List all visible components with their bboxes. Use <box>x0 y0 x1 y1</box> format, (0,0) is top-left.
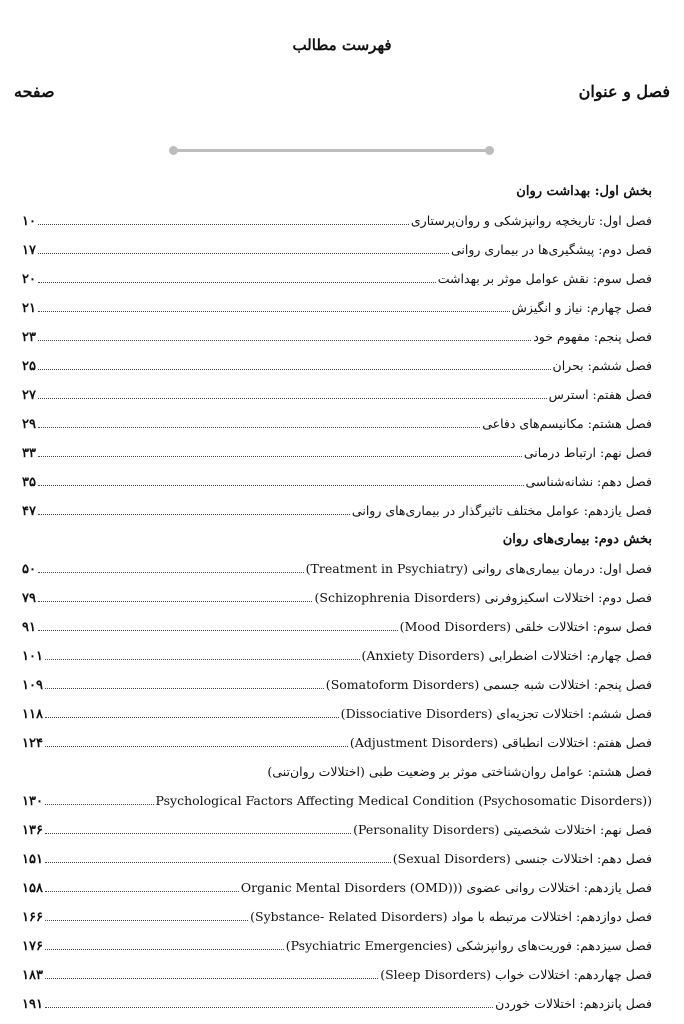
chapter-title: فصل دوم: پیشگیری‌ها در بیماری روانی <box>450 242 652 257</box>
page-number: ۲۹ <box>22 417 36 432</box>
dot-leader <box>45 678 324 689</box>
chapter-title: فصل هفتم: اختلالات انطباقی (Adjustment Disorders) <box>349 735 652 750</box>
chapter-title: فصل ششم: بحران <box>552 358 652 373</box>
toc-entry <box>0 758 684 787</box>
dot-leader <box>45 997 493 1008</box>
toc-entry <box>0 961 684 990</box>
page-number: ۳۳ <box>22 446 36 461</box>
toc-entry <box>0 439 684 468</box>
section-title: بخش اول: بهداشت روان <box>516 184 652 199</box>
page-number: ۳۵ <box>22 475 36 490</box>
dot-leader <box>38 359 551 370</box>
chapter-title: فصل هفتم: استرس <box>548 387 652 402</box>
chapter-title: فصل سیزدهم: فوریت‌های روانپزشکی (Psychiatric Emergencies) <box>285 938 652 953</box>
page-title: فهرست مطالب <box>292 36 392 54</box>
toc-entry <box>0 700 684 729</box>
chapter-title: فصل دهم: اختلالات جنسی (Sexual Disorders) <box>392 851 652 866</box>
dot-leader <box>38 388 547 399</box>
chapter-title: فصل اول: درمان بیماری‌های روانی (Treatment in Psychiatry) <box>305 561 652 576</box>
dot-leader <box>38 330 531 341</box>
toc-entry <box>0 816 684 845</box>
toc-entry <box>0 671 684 700</box>
chapter-title: فصل دهم: نشانه‌شناسی <box>525 474 652 489</box>
dot-leader <box>45 823 351 834</box>
page-number-header: صفحه <box>14 82 55 101</box>
page-number: ۲۰ <box>22 272 36 287</box>
page-number: ۱۰۱ <box>22 649 43 664</box>
toc-section-heading <box>0 526 684 555</box>
toc-entry <box>0 729 684 758</box>
dot-leader <box>38 446 522 457</box>
table-of-contents <box>0 178 684 1019</box>
dot-leader <box>38 243 449 254</box>
page-number: ۱۸۳ <box>22 968 43 983</box>
dot-leader <box>38 272 436 283</box>
page-number: ۱۵۸ <box>22 881 43 896</box>
page-number: ۱۰۹ <box>22 678 43 693</box>
header-divider <box>173 149 490 152</box>
page-number: ۱۹۱ <box>22 997 43 1012</box>
toc-entry <box>0 555 684 584</box>
dot-leader <box>38 504 350 515</box>
toc-entry <box>0 294 684 323</box>
dot-leader <box>38 620 398 631</box>
page-number: ۱۲۴ <box>22 736 43 751</box>
toc-entry <box>0 323 684 352</box>
chapter-title: فصل سوم: نقش عوامل موثر بر بهداشت <box>437 271 652 286</box>
dot-leader <box>38 591 313 602</box>
toc-entry <box>0 787 684 816</box>
chapter-title: فصل یازدهم: اختلالات روانی عضوی ((Organic Mental Disorders (OMD) <box>240 880 652 895</box>
page-number: ۲۳ <box>22 330 36 345</box>
dot-leader <box>45 968 378 979</box>
chapter-title: فصل پنجم: اختلالات شبه جسمی (Somatoform Disorders) <box>325 677 652 692</box>
chapter-title: فصل پانزدهم: اختلالات خوردن <box>495 996 652 1011</box>
chapter-title: فصل نهم: اختلالات شخصیتی (Personality Disorders) <box>353 822 652 837</box>
toc-entry <box>0 352 684 381</box>
page-number: ۱۳۶ <box>22 823 43 838</box>
chapter-title: فصل هشتم: مکانیسم‌های دفاعی <box>482 416 652 431</box>
dot-leader <box>38 214 409 225</box>
dot-leader <box>38 475 524 486</box>
chapter-title: فصل سوم: اختلالات خلقی (Mood Disorders) <box>399 619 652 634</box>
dot-leader <box>45 910 248 921</box>
page-number: ۱۷۶ <box>22 939 43 954</box>
dot-leader <box>45 649 360 660</box>
section-title: بخش دوم: بیماری‌های روان <box>502 532 652 547</box>
page-number: ۱۰ <box>22 214 36 229</box>
page-number: ۱۱۸ <box>22 707 43 722</box>
dot-leader <box>38 417 480 428</box>
chapter-title: فصل ششم: اختلالات تجزیه‌ای (Dissociative Disorders) <box>340 706 652 721</box>
page-number: ۲۵ <box>22 359 36 374</box>
toc-entry <box>0 990 684 1019</box>
toc-entry <box>0 468 684 497</box>
page-number: ۲۱ <box>22 301 36 316</box>
chapter-title: فصل چهارم: اختلالات اضطرابی (Anxiety Disorders) <box>361 648 652 663</box>
page-number: ۷۹ <box>22 591 36 606</box>
dot-leader <box>45 736 348 747</box>
toc-entry <box>0 381 684 410</box>
chapter-title: فصل چهارم: نیاز و انگیزش <box>511 300 652 315</box>
chapter-title: فصل نهم: ارتباط درمانی <box>523 445 652 460</box>
dot-leader <box>38 301 510 312</box>
page-number: ۱۷ <box>22 243 36 258</box>
dot-leader <box>45 852 391 863</box>
dot-leader <box>45 881 239 892</box>
chapter-title: فصل پنجم: مفهوم خود <box>533 329 652 344</box>
chapter-title: فصل اول: تاریخچه روانپزشکی و روان‌پرستاری <box>410 213 652 228</box>
toc-entry <box>0 932 684 961</box>
page-number: ۹۱ <box>22 620 36 635</box>
toc-entry <box>0 845 684 874</box>
toc-entry <box>0 584 684 613</box>
toc-entry <box>0 642 684 671</box>
toc-entry <box>0 410 684 439</box>
toc-entry <box>0 874 684 903</box>
page-number: ۴۷ <box>22 504 36 519</box>
toc-entry <box>0 265 684 294</box>
dot-leader <box>45 794 154 805</box>
toc-entry <box>0 903 684 932</box>
chapter-title: فصل یازدهم: عوامل مختلف تاثیرگذار در بیماری‌های روانی <box>351 503 652 518</box>
chapter-title: فصل دوم: اختلالات اسکیزوفرنی (Schizophrenia Disorders) <box>314 590 652 605</box>
dot-leader <box>45 939 284 950</box>
page-number: ۲۷ <box>22 388 36 403</box>
chapter-title: فصل هشتم: عوامل روان‌شناختی موثر بر وضعیت طبی (اختلالات روان‌تنی) <box>267 764 652 779</box>
toc-entry <box>0 207 684 236</box>
dot-leader <box>45 707 339 718</box>
chapter-title: فصل چهاردهم: اختلالات خواب (Sleep Disorders) <box>380 967 652 982</box>
toc-section-heading <box>0 178 684 207</box>
page-number: ۵۰ <box>22 562 36 577</box>
page-number: ۱۶۶ <box>22 910 43 925</box>
toc-entry <box>0 613 684 642</box>
chapter-title: فصل دوازدهم: اختلالات مرتبطه با مواد (Sybstance- Related Disorders) <box>250 909 652 924</box>
page-number: ۱۵۱ <box>22 852 43 867</box>
page-number: ۱۳۰ <box>22 794 43 809</box>
chapter-title-header: فصل و عنوان <box>578 82 670 101</box>
toc-entry <box>0 497 684 526</box>
toc-entry <box>0 236 684 265</box>
dot-leader <box>38 562 304 573</box>
chapter-title: (Psychological Factors Affecting Medical Condition (Psychosomatic Disorders) <box>155 793 652 808</box>
